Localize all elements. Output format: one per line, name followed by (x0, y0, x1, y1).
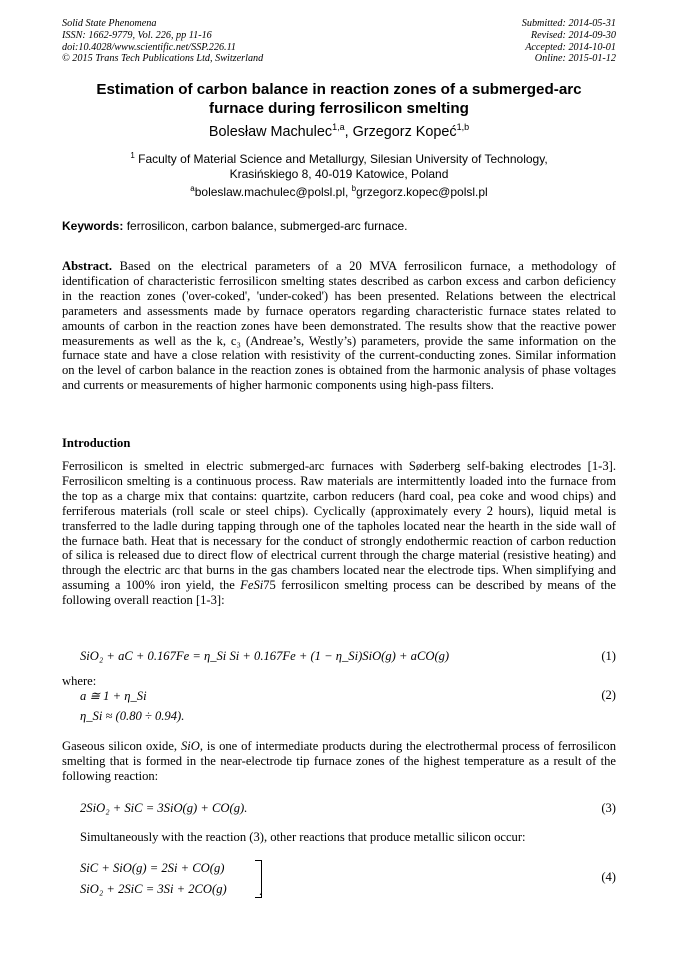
equation-4-period: . (259, 884, 263, 898)
paper-title: Estimation of carbon balance in reaction zones of a submerged-arc furnace during ferrosilicon smelting (96, 81, 582, 117)
abstract-label: Abstract. (62, 259, 113, 273)
equation-2-number: (2) (601, 688, 616, 702)
abstract: Abstract. Based on the electrical parameters of a 20 MVA ferrosilicon furnace, a methodology of identification of characteristic ferrosilicon smelting states described as carbon excess and carbon deficiency in the reaction zones ('over-coked', 'under-coked') has been presented. Relations between the electrical parameters and assessments made by furnace operators regarding characteristic furnace states related to amounts of carbon in the reaction zones have been demonstrated. The results show that the reactive power measurements as well as the k, c₃ (Andreae’s, Westly’s) parameters, provide the same information on the furnace state and have a close relation with resistivity of the current-conducting zones. Similar information on the level of carbon balance in the reaction zones is obtained from the harmonic analysis of phase voltages and currents or measurements of higher harmonic components using high-pass filters. (62, 259, 616, 393)
date-revised: Revised: 2014-09-30 (530, 29, 616, 41)
equation-3-number: (3) (601, 801, 616, 815)
journal-copyright: © 2015 Trans Tech Publications Ltd, Switzerland (62, 53, 264, 65)
equation-2a: a ≅ 1 + η_Si (80, 689, 147, 703)
author-list: Bolesław Machulec$^{1,a}$, Grzegorz Kopeć$^{1,b}$ (208, 122, 470, 140)
equation-3: 2SiO₂ + SiC = 3SiO(g) + CO(g). (80, 801, 248, 815)
keywords-label: Keywords: (62, 219, 124, 233)
author-2: Grzegorz Kopeć (352, 123, 457, 140)
author-1: Bolesław Machulec (208, 123, 333, 140)
email-b[interactable]: grzegorz.kopec@polsl.pl (356, 185, 488, 199)
section-heading-introduction: Introduction (62, 436, 131, 450)
gaseous-paragraph: Gaseous silicon oxide, SiO, is one of intermediate products during the electrothermal process of ferrosilicon smelting that is formed in the near-electrode tip furnace zones of the highest temperature as a result of the following reaction: (62, 739, 616, 783)
equation-1-number: (1) (601, 649, 616, 663)
journal-doi: doi:10.4028/www.scientific.net/SSP.226.11 (62, 41, 237, 53)
journal-name: Solid State Phenomena (62, 18, 157, 29)
journal-issn: ISSN: 1662-9779, Vol. 226, pp 11-16 (62, 29, 212, 41)
journal-header-right (522, 18, 616, 65)
journal-header-left (62, 18, 263, 65)
equation-1: SiO₂ + aC + 0.167Fe = η_Si Si + 0.167Fe + (1 − η_Si)SiO(g) + aCO(g) (80, 649, 450, 663)
equation-2b: η_Si ≈ (0.80 ÷ 0.94). (80, 709, 185, 723)
introduction-paragraph: Ferrosilicon is smelted in electric submerged-arc furnaces with Søderberg self-baking electrodes [1-3]. Ferrosilicon smelting is a continuous process. Raw materials are intermittently loaded into the furnace from the top as a charge mix that contains: quartzite, carbon reducers (hard coal, pea coke and wood chips) and ferriferous materials (roll scale or steel chips). Cyclically (approximately every 2 hours), liquid metal is transferred to the ladle during tapping through one of the tapholes located near the hearth in the side wall of the furnace bath. Heat that is necessary for the conduct of strongly endothermic reaction of carbon reduction of silica is released due to direct flow of electrical current through the charge material (resistive heating) and through the electric arc that burns in the gas chambers located near the electrode tips. When simplifying and assuming a 100% iron yield, the FeSi75 ferrosilicon smelting process can be described by means of the following overall reaction [1-3]: (62, 459, 616, 608)
date-online: Online: 2015-01-12 (534, 53, 616, 65)
affiliation: $^1$ Faculty of Material Science and Metallurgy, Silesian University of Technology, Krasińskiego 8, 40-019 Katowice, Poland (130, 151, 548, 181)
equation-4-number: (4) (601, 870, 616, 884)
where-label: where: (62, 674, 97, 688)
simultaneous-paragraph: Simultaneously with the reaction (3), other reactions that produce metallic silicon occur: (80, 830, 526, 844)
author-emails: $^a$boleslaw.machulec@polsl.pl, $^b$grzegorz.kopec@polsl.pl (190, 184, 488, 199)
date-submitted: Submitted: 2014-05-31 (521, 18, 616, 29)
keywords: Keywords: ferrosilicon, carbon balance, submerged-arc furnace. (62, 219, 408, 233)
date-accepted: Accepted: 2014-10-01 (525, 41, 616, 53)
equation-4a: SiC + SiO(g) = 2Si + CO(g) (80, 861, 225, 875)
email-a[interactable]: boleslaw.machulec@polsl.pl (194, 185, 345, 199)
equation-4b: SiO₂ + 2SiC = 3Si + 2CO(g) (80, 882, 227, 896)
